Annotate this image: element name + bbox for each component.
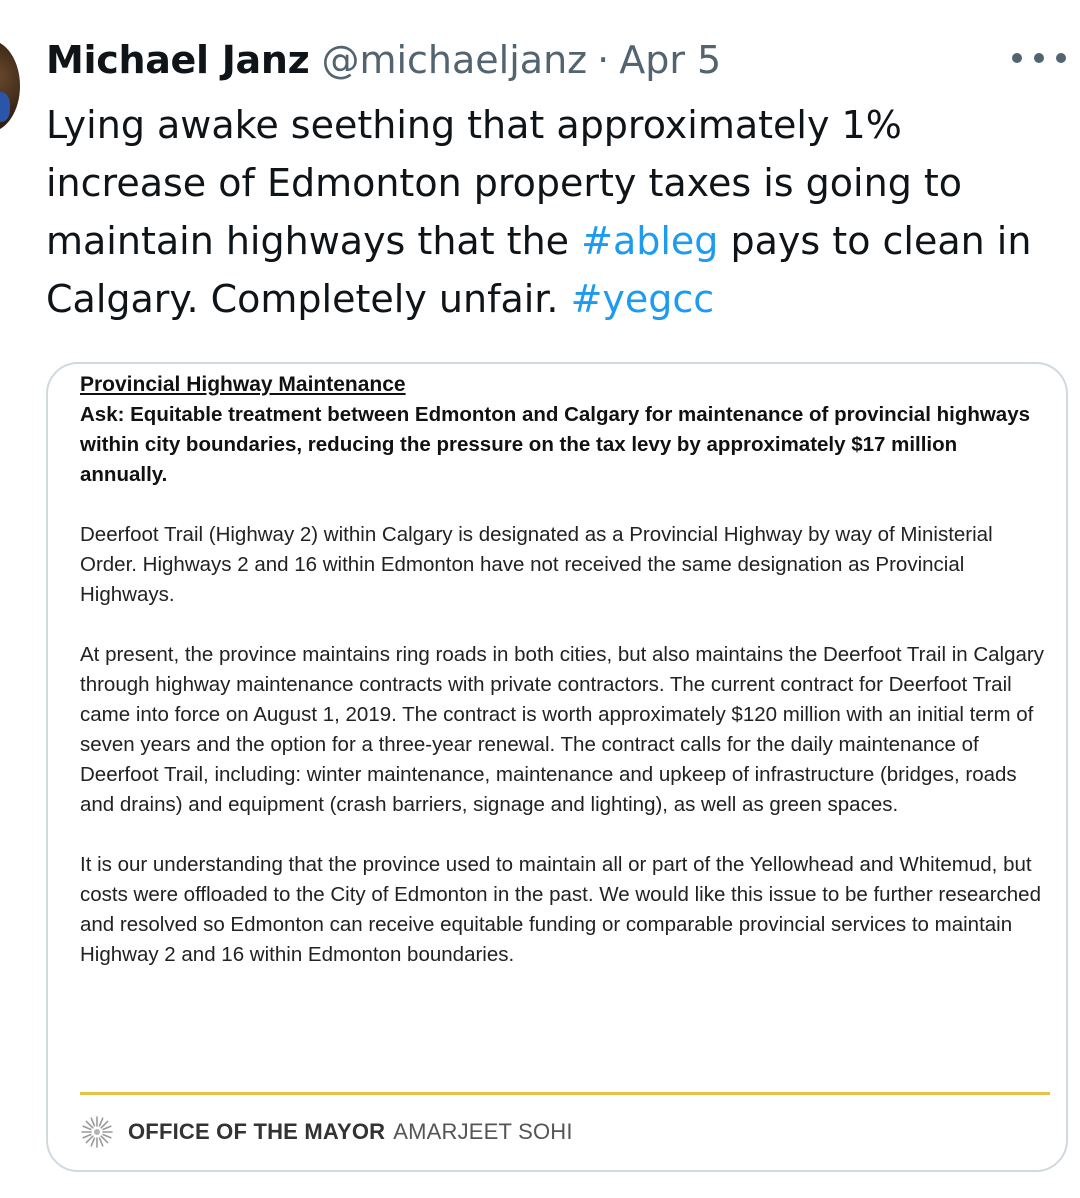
- sunburst-logo-icon: [80, 1115, 114, 1149]
- document-ask: Ask: Equitable treatment between Edmonton and Calgary for maintenance of provincial highways within city boundaries, reducing the pressure on the tax levy by approximately $17 million annually.: [80, 403, 1031, 486]
- office-label: OFFICE OF THE MAYOR: [128, 1119, 386, 1144]
- header-separator: ·: [597, 38, 610, 82]
- document-paragraph: Deerfoot Trail (Highway 2) within Calgary is designated as a Provincial Highway by way of Ministerial Order. Highways 2 and 16 within Edmonton have not received the same designation as Provincial Highways.: [80, 523, 993, 606]
- more-horizontal-icon[interactable]: [1012, 44, 1066, 72]
- mayor-name: AMARJEET SOHI: [393, 1119, 573, 1144]
- tweet-date[interactable]: Apr 5: [619, 38, 722, 82]
- footer-divider: [80, 1092, 1050, 1095]
- tweet-text-part: Lying awake seething that approximately 1% increase of Edmonton property taxes is going to maintain highways that the: [46, 103, 963, 263]
- avatar-detail: [0, 92, 10, 122]
- tweet-text: [46, 96, 1056, 328]
- tweet-header: [46, 34, 721, 86]
- author-name[interactable]: Michael Janz: [46, 38, 310, 82]
- document-paragraph: At present, the province maintains ring roads in both cities, but also maintains the Deerfoot Trail in Calgary through highway maintenance contracts with private contractors. The current contract for Deerfoot Trail came into force on August 1, 2019. The contract is worth approximately $120 million with an initial term of seven years and the option for a three-year renewal. The contract calls for the daily maintenance of Deerfoot Trail, including: winter maintenance, maintenance and upkeep of infrastructure (bridges, roads and drains) and equipment (crash barriers, signage and lighting), as well as green spaces.: [80, 643, 1044, 816]
- tweet-text-part: pays to clean in Calgary. Completely unfair.: [46, 219, 1032, 321]
- author-handle[interactable]: @michaeljanz: [321, 38, 588, 82]
- document-paragraph: It is our understanding that the province used to maintain all or part of the Yellowhead and Whitemud, but costs were offloaded to the City of Edmonton in the past. We would like this issue to be further researched and resolved so Edmonton can receive equitable funding or comparable provincial services to maintain Highway 2 and 16 within Edmonton boundaries.: [80, 853, 1041, 966]
- document-title: Provincial Highway Maintenance: [80, 373, 406, 396]
- document-footer: [80, 1114, 573, 1150]
- document-page: [80, 370, 1050, 1000]
- more-dot: [1056, 53, 1066, 63]
- more-dot: [1034, 53, 1044, 63]
- more-dot: [1012, 53, 1022, 63]
- attached-image[interactable]: [46, 362, 1068, 1172]
- avatar[interactable]: [0, 40, 20, 132]
- hashtag-ableg[interactable]: #ableg: [581, 219, 719, 263]
- hashtag-yegcc[interactable]: #yegcc: [570, 277, 715, 321]
